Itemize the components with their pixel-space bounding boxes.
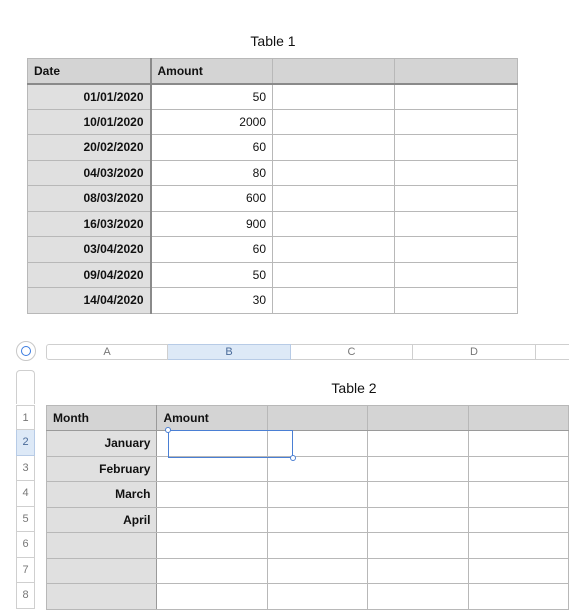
table2-empty-cell[interactable] xyxy=(267,456,367,482)
table1-date-cell[interactable]: 01/01/2020 xyxy=(28,84,151,110)
table1-row xyxy=(28,186,518,212)
selection-handle-top-left[interactable] xyxy=(165,427,171,433)
table2-empty-cell[interactable] xyxy=(367,456,468,482)
table1-empty-cell[interactable] xyxy=(395,186,518,212)
row-header-6[interactable]: 6 xyxy=(16,532,35,558)
table2-title: Table 2 xyxy=(331,380,377,396)
table2-month-cell[interactable]: January xyxy=(47,431,157,457)
table1-date-cell[interactable]: 09/04/2020 xyxy=(28,262,151,288)
table2-empty-cell[interactable] xyxy=(468,482,568,508)
table1-date-cell[interactable]: 03/04/2020 xyxy=(28,237,151,263)
table2-header-cell[interactable] xyxy=(468,406,568,431)
table2-empty-cell[interactable] xyxy=(367,584,468,610)
table2-amount-cell[interactable] xyxy=(157,431,267,457)
table1-row xyxy=(28,288,518,314)
table2-empty-cell[interactable] xyxy=(367,558,468,584)
table1-empty-cell[interactable] xyxy=(395,135,518,161)
row-header-3[interactable]: 3 xyxy=(16,456,35,482)
column-header-c[interactable]: C xyxy=(291,344,413,360)
table1-title: Table 1 xyxy=(250,33,296,49)
table2-amount-cell[interactable] xyxy=(157,584,267,610)
table1-amount-cell[interactable]: 60 xyxy=(151,135,273,161)
row-header-1[interactable]: 1 xyxy=(16,405,35,430)
table2-row xyxy=(47,533,569,559)
table2-empty-cell[interactable] xyxy=(468,533,568,559)
table1-row xyxy=(28,262,518,288)
table2-row xyxy=(47,584,569,610)
table1-amount-cell[interactable]: 30 xyxy=(151,288,273,314)
table2-row xyxy=(47,456,569,482)
table2-empty-cell[interactable] xyxy=(468,584,568,610)
row-header-2[interactable]: 2 xyxy=(16,430,35,456)
table2-month-cell[interactable]: April xyxy=(47,507,157,533)
table1-date-cell[interactable]: 16/03/2020 xyxy=(28,211,151,237)
table1-empty-cell[interactable] xyxy=(395,84,518,110)
table1-empty-cell[interactable] xyxy=(395,262,518,288)
table1-empty-cell[interactable] xyxy=(395,237,518,263)
table2-empty-cell[interactable] xyxy=(267,584,367,610)
selection-handle-bottom-right[interactable] xyxy=(290,455,296,461)
table2-empty-cell[interactable] xyxy=(267,558,367,584)
table1-amount-cell[interactable]: 80 xyxy=(151,160,273,186)
table1-empty-cell[interactable] xyxy=(395,109,518,135)
table1-date-cell[interactable]: 08/03/2020 xyxy=(28,186,151,212)
table1-row xyxy=(28,237,518,263)
table2-row xyxy=(47,507,569,533)
column-header-b[interactable]: B xyxy=(168,344,291,360)
table1-empty-cell[interactable] xyxy=(395,288,518,314)
table1-empty-cell[interactable] xyxy=(273,109,395,135)
table2-empty-cell[interactable] xyxy=(267,482,367,508)
row-header-8[interactable]: 8 xyxy=(16,583,35,609)
table2-empty-cell[interactable] xyxy=(367,533,468,559)
table1-empty-cell[interactable] xyxy=(395,211,518,237)
table1-amount-cell[interactable]: 600 xyxy=(151,186,273,212)
table1-date-cell[interactable]: 10/01/2020 xyxy=(28,109,151,135)
table1-header-cell[interactable] xyxy=(395,59,518,84)
table1-empty-cell[interactable] xyxy=(273,186,395,212)
table1-row xyxy=(28,109,518,135)
table1-empty-cell[interactable] xyxy=(273,262,395,288)
column-header-bar xyxy=(46,344,569,360)
table2-amount-cell[interactable] xyxy=(157,507,267,533)
table1-header-cell[interactable] xyxy=(273,59,395,84)
table2-row xyxy=(47,482,569,508)
column-header-extra[interactable] xyxy=(536,344,569,360)
table1-empty-cell[interactable] xyxy=(273,211,395,237)
table1-date-cell[interactable]: 20/02/2020 xyxy=(28,135,151,161)
table2-header-cell[interactable]: Month xyxy=(47,406,157,431)
table1-amount-cell[interactable]: 900 xyxy=(151,211,273,237)
table2-month-cell[interactable] xyxy=(47,533,157,559)
table1-amount-cell[interactable]: 60 xyxy=(151,237,273,263)
column-header-d[interactable]: D xyxy=(413,344,536,360)
table2-header-cell[interactable] xyxy=(267,406,367,431)
row-header-bar-top xyxy=(16,370,35,404)
table2-empty-cell[interactable] xyxy=(367,431,468,457)
table1-amount-cell[interactable]: 50 xyxy=(151,262,273,288)
table2-empty-cell[interactable] xyxy=(267,533,367,559)
table2-header-cell[interactable] xyxy=(367,406,468,431)
table2-amount-cell[interactable] xyxy=(157,482,267,508)
table2-empty-cell[interactable] xyxy=(468,558,568,584)
table1-date-cell[interactable]: 04/03/2020 xyxy=(28,160,151,186)
table2-month-cell[interactable]: February xyxy=(47,456,157,482)
table1-row xyxy=(28,135,518,161)
table2-month-cell[interactable]: March xyxy=(47,482,157,508)
table2-empty-cell[interactable] xyxy=(468,507,568,533)
table1-empty-cell[interactable] xyxy=(273,160,395,186)
table1-amount-cell[interactable]: 2000 xyxy=(151,109,273,135)
table1-amount-cell[interactable]: 50 xyxy=(151,84,273,110)
table2-month-cell[interactable] xyxy=(47,558,157,584)
table2-amount-cell[interactable] xyxy=(157,456,267,482)
table-select-button[interactable] xyxy=(16,341,36,361)
table2-amount-cell[interactable] xyxy=(157,533,267,559)
column-header-a[interactable]: A xyxy=(46,344,168,360)
table1-date-cell[interactable]: 14/04/2020 xyxy=(28,288,151,314)
row-header-5[interactable]: 5 xyxy=(16,507,35,533)
table1-empty-cell[interactable] xyxy=(273,84,395,110)
table1-empty-cell[interactable] xyxy=(395,160,518,186)
table2-header-cell[interactable]: Amount xyxy=(157,406,267,431)
table2-row xyxy=(47,431,569,457)
row-header-4[interactable]: 4 xyxy=(16,481,35,507)
table1-empty-cell[interactable] xyxy=(273,135,395,161)
table1-header-cell[interactable]: Date xyxy=(28,59,151,84)
table1-empty-cell[interactable] xyxy=(273,288,395,314)
table2-empty-cell[interactable] xyxy=(267,507,367,533)
table1-header-cell[interactable]: Amount xyxy=(151,59,273,84)
table1 xyxy=(27,58,518,314)
table2-row xyxy=(47,558,569,584)
table1-empty-cell[interactable] xyxy=(273,237,395,263)
row-header-7[interactable]: 7 xyxy=(16,558,35,584)
table1-row xyxy=(28,160,518,186)
table1-row xyxy=(28,211,518,237)
table2-empty-cell[interactable] xyxy=(468,456,568,482)
table2-empty-cell[interactable] xyxy=(367,507,468,533)
table2-amount-cell[interactable] xyxy=(157,558,267,584)
table2 xyxy=(46,405,569,610)
table2-empty-cell[interactable] xyxy=(267,431,367,457)
table2-empty-cell[interactable] xyxy=(367,482,468,508)
table2-month-cell[interactable] xyxy=(47,584,157,610)
table2-empty-cell[interactable] xyxy=(468,431,568,457)
table1-row xyxy=(28,84,518,110)
